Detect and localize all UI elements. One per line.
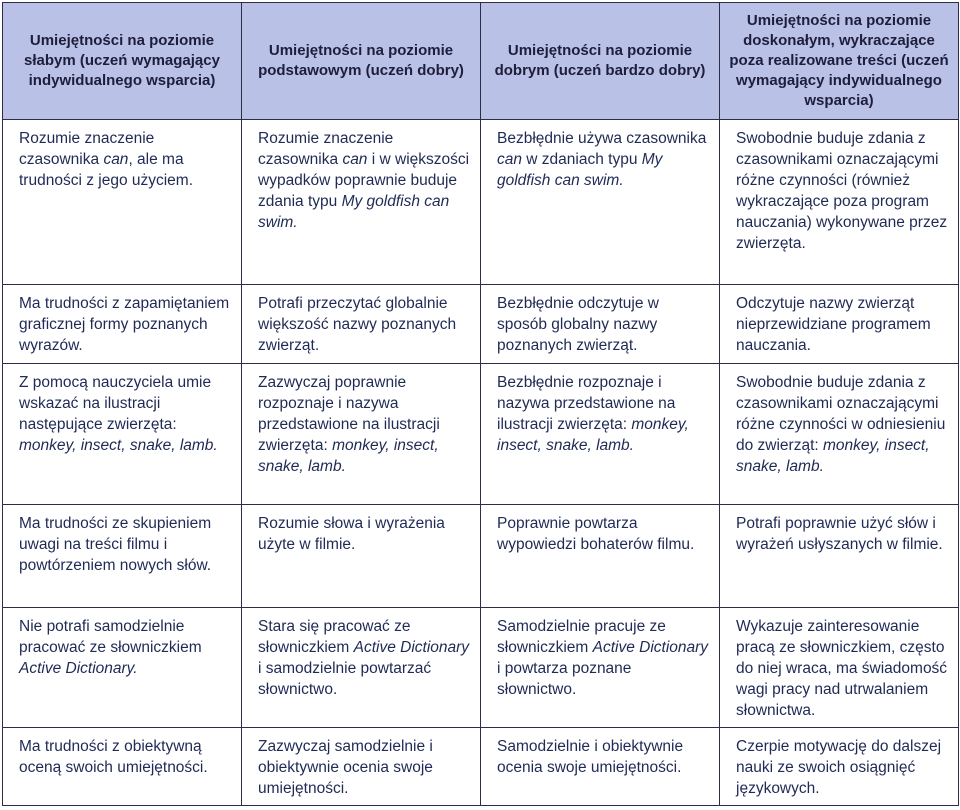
- header-row: [3, 3, 959, 120]
- table-cell: [3, 505, 242, 608]
- cell-text-italic: monkey, insect, snake, lamb.: [497, 416, 689, 454]
- table-cell: [481, 608, 720, 728]
- cell-text-italic: monkey, insect, snake, lamb.: [258, 437, 439, 475]
- cell-text: Samodzielnie i obiektywnie ocenia swoje umiejętności.: [497, 738, 684, 776]
- header-level-weak: Umiejętności na poziomie słabym (uczeń wymagający indywidualnego wsparcia): [3, 3, 242, 120]
- table-cell: [720, 120, 959, 285]
- cell-text-italic: monkey, insect, snake, lamb.: [19, 437, 218, 454]
- cell-text: Samodzielnie pracuje ze słowniczkiem: [497, 618, 666, 656]
- cell-text-italic: My goldfish can swim.: [258, 193, 450, 231]
- cell-text: Bezbłędnie odczytuje w sposób globalny nazwy poznanych zwierząt.: [497, 295, 659, 354]
- table-cell: [720, 285, 959, 364]
- cell-text: Zazwyczaj samodzielnie i obiektywnie ocenia swoje umiejętności.: [258, 738, 433, 797]
- cell-text: Rozumie znaczenie czasownika: [19, 130, 155, 168]
- table-cell: [3, 364, 242, 505]
- table-cell: [720, 608, 959, 728]
- cell-text: Czerpie motywację do dalszej nauki ze swoich osiągnięć językowych.: [736, 738, 942, 797]
- cell-text-italic: My goldfish can swim.: [497, 151, 663, 189]
- table-cell: [242, 285, 481, 364]
- cell-text: Stara się pracować ze słowniczkiem: [258, 618, 411, 656]
- cell-text: w zdaniach typu: [522, 151, 642, 168]
- table-row: [3, 505, 959, 608]
- header-level-basic: Umiejętności na poziomie podstawowym (uczeń dobry): [242, 3, 481, 120]
- cell-text: Ma trudności z zapamiętaniem graficznej formy poznanych wyrazów.: [19, 295, 230, 354]
- table-cell: [3, 728, 242, 806]
- cell-text-italic: can: [103, 151, 129, 168]
- table-cell: [720, 505, 959, 608]
- cell-text: Z pomocą nauczyciela umie wskazać na ilustracji następujące zwierzęta:: [19, 374, 212, 433]
- table-row: [3, 728, 959, 806]
- cell-text: i samodzielnie powtarzać słownictwo.: [258, 660, 432, 698]
- cell-text: Odczytuje nazwy zwierząt nieprzewidziane programem nauczania.: [736, 295, 931, 354]
- cell-text: Rozumie znaczenie czasownika: [258, 130, 394, 168]
- cell-text-italic: monkey, insect, snake, lamb.: [736, 437, 930, 475]
- cell-text-italic: can: [497, 151, 522, 168]
- table-cell: [242, 608, 481, 728]
- cell-text: Bezbłędnie używa czasownika: [497, 130, 707, 147]
- table-cell: [720, 728, 959, 806]
- cell-text: Swobodnie buduje zdania z czasownikami oznaczającymi różne czynności (również wykraczające poza program nauczania) wykonywane przez zwierzęta.: [736, 130, 948, 252]
- cell-text: Poprawnie powtarza wypowiedzi bohaterów filmu.: [497, 515, 695, 553]
- table-cell: [242, 120, 481, 285]
- table-row: [3, 364, 959, 505]
- skills-table: [2, 2, 959, 806]
- cell-text: Bezbłędnie rozpoznaje i nazywa przedstawione na ilustracji zwierzęta:: [497, 374, 676, 433]
- table-row: [3, 120, 959, 285]
- table-cell: [481, 728, 720, 806]
- cell-text: Rozumie słowa i wyrażenia użyte w filmie.: [258, 515, 445, 553]
- cell-text: Nie potrafi samodzielnie pracować ze słowniczkiem: [19, 618, 202, 656]
- table-cell: [3, 120, 242, 285]
- table-cell: [720, 364, 959, 505]
- cell-text: Ma trudności ze skupieniem uwagi na treści filmu i powtórzeniem nowych słów.: [19, 515, 212, 574]
- table-cell: [3, 285, 242, 364]
- header-level-excellent: Umiejętności na poziomie doskonałym, wykraczające poza realizowane treści (uczeń wymagający indywidualnego wsparcia): [720, 3, 959, 120]
- table-cell: [481, 285, 720, 364]
- cell-text: Wykazuje zainteresowanie pracą ze słowniczkiem, często do niej wraca, ma świadomość wagi pracy nad utrwalaniem słownictwa.: [736, 618, 948, 719]
- cell-text: i w większości wypadków poprawnie buduje zdania typu: [258, 151, 470, 210]
- cell-text: Ma trudności z obiektywną oceną swoich umiejętności.: [19, 738, 208, 776]
- table-cell: [242, 364, 481, 505]
- cell-text: Swobodnie buduje zdania z czasownikami oznaczającymi różne czynności w odniesieniu do zwierząt:: [736, 374, 946, 454]
- cell-text-italic: Active Dictionary: [353, 639, 470, 656]
- header-level-good: Umiejętności na poziomie dobrym (uczeń bardzo dobry): [481, 3, 720, 120]
- cell-text-italic: Active Dictionary.: [19, 660, 138, 677]
- cell-text: i powtarza poznane słownictwo.: [497, 660, 632, 698]
- table-cell: [3, 608, 242, 728]
- table-cell: [481, 505, 720, 608]
- cell-text: Potrafi przeczytać globalnie większość nazwy poznanych zwierząt.: [258, 295, 457, 354]
- table-cell: [481, 364, 720, 505]
- table-cell: [242, 505, 481, 608]
- cell-text: Zazwyczaj poprawnie rozpoznaje i nazywa przedstawione na ilustracji zwierzęta:: [258, 374, 440, 454]
- cell-text-italic: Active Dictionary: [592, 639, 709, 656]
- table-row: [3, 285, 959, 364]
- table-row: [3, 608, 959, 728]
- table-cell: [242, 728, 481, 806]
- cell-text: , ale ma trudności z jego użyciem.: [19, 151, 194, 189]
- table-cell: [481, 120, 720, 285]
- cell-text: Potrafi poprawnie użyć słów i wyrażeń usłyszanych w filmie.: [736, 515, 943, 553]
- cell-text-italic: can: [342, 151, 368, 168]
